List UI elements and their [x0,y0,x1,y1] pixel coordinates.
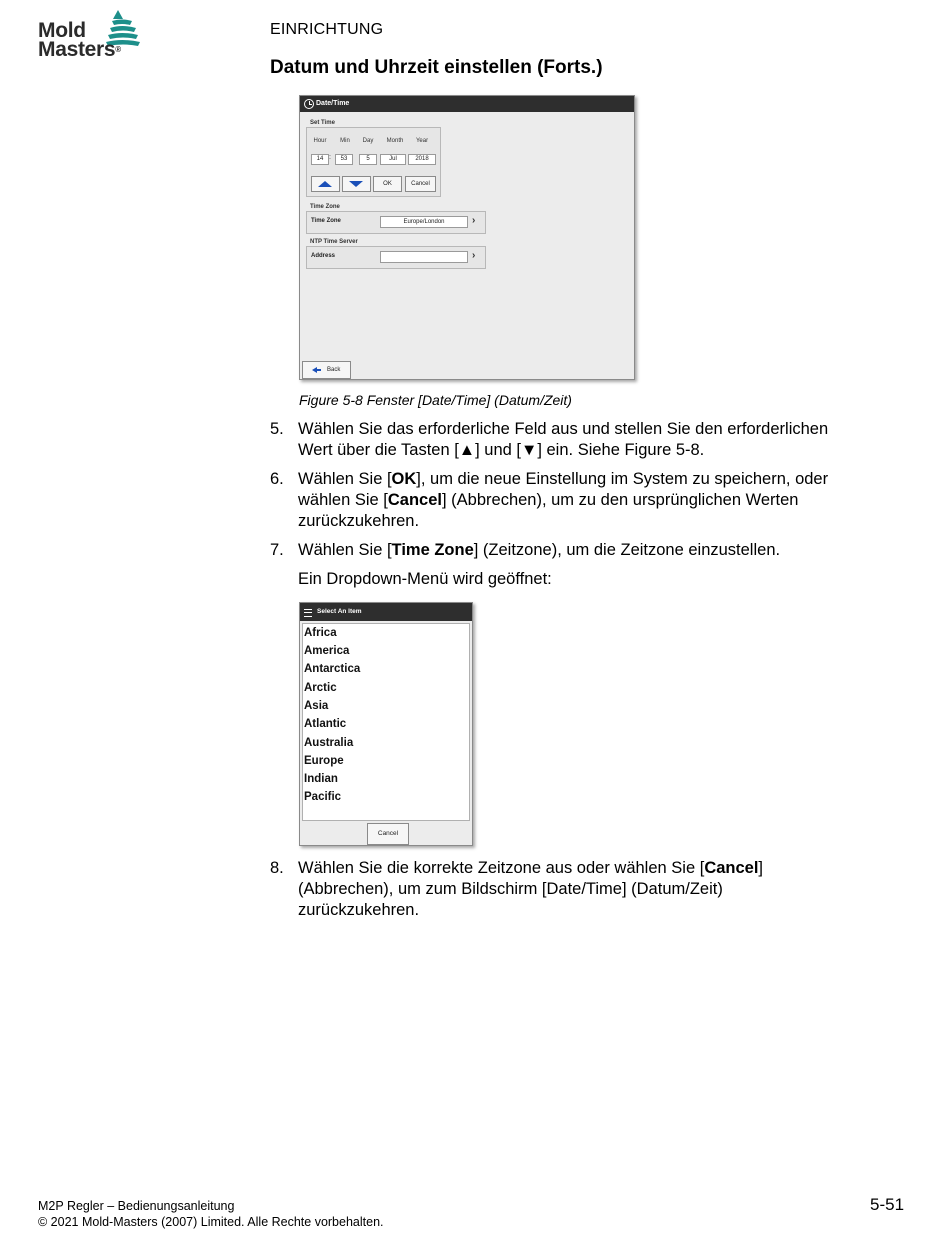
list-icon [304,609,312,617]
list-item[interactable]: Asia [304,700,329,712]
chevron-right-icon[interactable]: › [472,215,476,226]
select-item-screenshot [299,602,473,846]
footer-title: M2P Regler – Bedienungsanleitung [38,1199,235,1213]
step-8: 8. Wählen Sie die korrekte Zeitzone aus oder wählen Sie [Cancel] (Abbrechen), um zum Bildschirm [Date/Time] (Datum/Zeit) zurückzukehren. [270,859,764,919]
day-header: Day [362,138,374,144]
figure-caption: Figure 5-8 Fenster [Date/Time] (Datum/Zeit) [299,392,572,408]
list-item[interactable]: Antarctica [304,663,361,675]
page-number: 5-51 [870,1195,905,1214]
back-arrow-icon [312,367,317,373]
step-5: 5. Wählen Sie das erforderliche Feld aus und stellen Sie den erforderlichen Wert über die Tasten [▲] und [▼] ein. Siehe Figure 5-8. [270,420,829,459]
hour-header: Hour [313,138,327,144]
decrement-button[interactable] [342,176,371,192]
hour-field[interactable]: 14 [311,154,329,165]
month-header: Month [386,138,404,144]
date-time-titlebar [300,96,634,112]
year-field[interactable]: 2018 [408,154,436,165]
increment-button[interactable] [311,176,340,192]
list-item[interactable]: Indian [304,773,338,785]
list-item[interactable]: Atlantic [304,718,347,730]
timezone-label: Time Zone [311,218,341,224]
ntp-group-title: NTP Time Server [310,239,358,245]
step-6: 6. Wählen Sie [OK], um die neue Einstellung im System zu speichern, oder wählen Sie [Cancel] (Abbrechen), um zu den ursprünglichen Werten zurückzukehren. [270,470,829,530]
timezone-group-title: Time Zone [310,204,340,210]
clock-icon [304,99,314,109]
company-logo [38,8,163,60]
address-label: Address [311,253,336,259]
arrow-up-icon [318,181,332,187]
list-item[interactable]: Africa [304,627,337,639]
address-field[interactable] [380,251,468,263]
set-time-group-title: Set Time [310,120,335,126]
list-item[interactable]: Arctic [304,682,337,694]
min-header: Min [340,138,350,144]
month-field[interactable]: Jul [380,154,406,165]
timezone-list [302,623,470,821]
select-item-titlebar [300,603,472,621]
back-button[interactable]: Back [302,361,351,379]
select-item-title: Select An Item [317,608,362,615]
cancel-button[interactable]: Cancel [405,176,436,192]
list-item[interactable]: Australia [304,737,354,749]
step-7: 7. Wählen Sie [Time Zone] (Zeitzone), um die Zeitzone einzustellen. [270,541,781,559]
list-item[interactable]: Pacific [304,791,342,803]
dropdown-note: Ein Dropdown-Menü wird geöffnet: [298,570,552,588]
list-item[interactable]: Europe [304,755,344,767]
chevron-right-icon[interactable]: › [472,250,476,261]
select-cancel-button[interactable]: Cancel [367,823,409,845]
date-time-title: Date/Time [316,100,350,107]
year-header: Year [415,138,429,144]
minute-field[interactable]: 53 [335,154,353,165]
section-label: EINRICHTUNG [270,21,384,38]
timezone-field[interactable]: Europe/London [380,216,468,228]
time-separator: : [329,154,331,161]
footer-copyright: © 2021 Mold-Masters (2007) Limited. Alle Rechte vorbehalten. [38,1215,384,1229]
date-time-screenshot [299,95,635,380]
logo-line1: Mold [38,19,86,42]
arrow-down-icon [349,181,363,187]
day-field[interactable]: 5 [359,154,377,165]
page-heading: Datum und Uhrzeit einstellen (Forts.) [270,57,603,78]
ok-button[interactable]: OK [373,176,402,192]
logo-line2: Masters® [38,38,121,61]
list-item[interactable]: America [304,645,350,657]
